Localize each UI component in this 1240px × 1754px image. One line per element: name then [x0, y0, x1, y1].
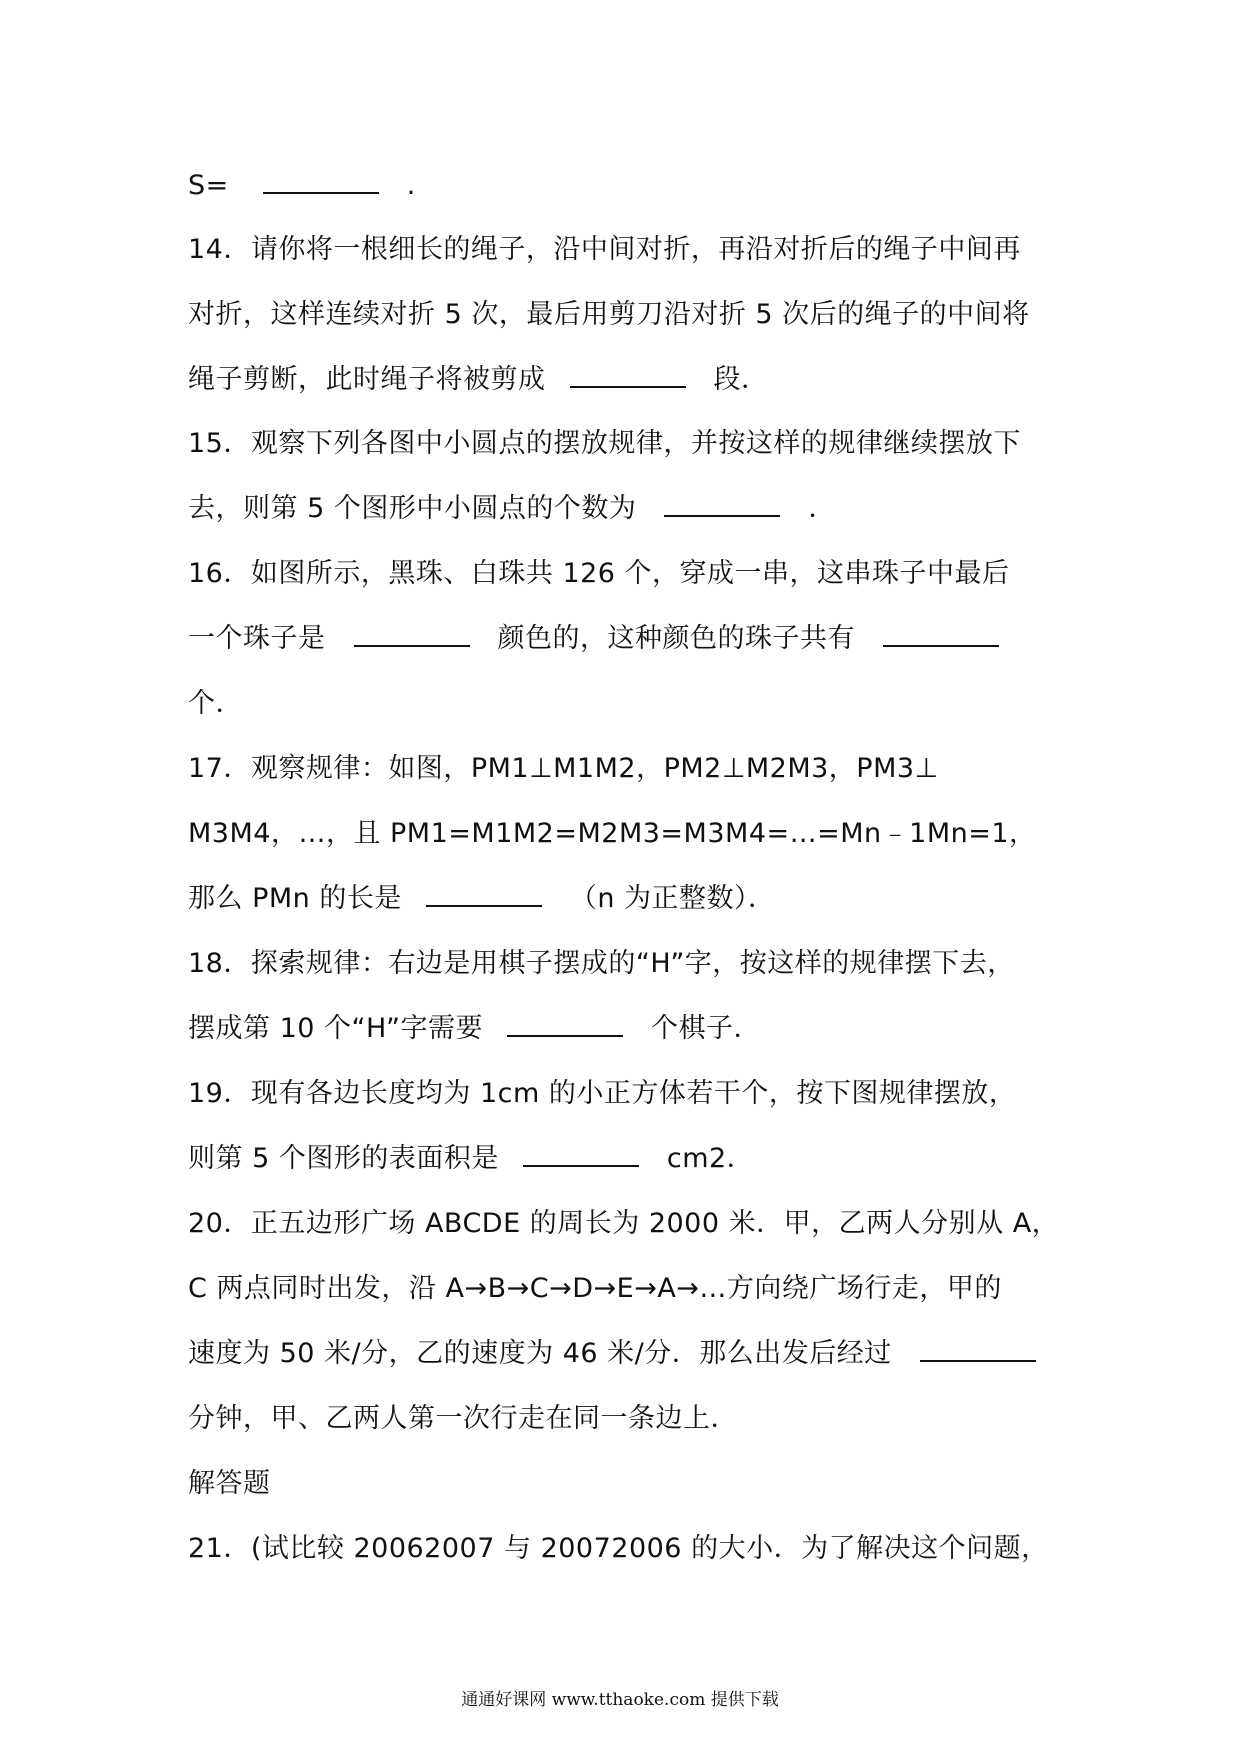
answer-blank [883, 619, 999, 647]
answer-blank [570, 360, 686, 388]
question-14-line-1: 14．请你将一根细长的绳子，沿中间对折，再沿对折后的绳子中间再 [188, 234, 1021, 265]
question-19-line-2: 则第 5 个图形的表面积是 cm2． [188, 1139, 754, 1179]
answer-blank [523, 1139, 639, 1167]
question-20-line-1: 20．正五边形广场 ABCDE 的周长为 2000 米．甲，乙两人分别从 A， [188, 1208, 1060, 1239]
answer-blank [426, 879, 542, 907]
answer-blank [263, 166, 379, 194]
question-20-line-3: 速度为 50 米/分，乙的速度为 46 米/分．那么出发后经过 [188, 1334, 1042, 1374]
question-15-line-2: 去，则第 5 个图形中小圆点的个数为 ． [188, 489, 836, 529]
question-21-line-1: 21．(试比较 20062007 与 20072006 的大小．为了解决这个问题， [188, 1533, 1049, 1564]
question-20-line-2: C 两点同时出发，沿 A→B→C→D→E→A→…方向绕广场行走，甲的 [188, 1273, 1002, 1304]
page-footer: 通通好课网 www.tthaoke.com 提供下载 [461, 1690, 779, 1710]
question-17-line-1: 17．观察规律：如图，PM1⊥M1M2，PM2⊥M2M3，PM3⊥ [188, 753, 939, 784]
question-17-line-2: M3M4，…，且 PM1=M1M2=M2M3=M3M4=…=Mn﹣1Mn=1， [188, 818, 1037, 849]
question-16-line-1: 16．如图所示，黑珠、白珠共 126 个，穿成一串，这串珠子中最后 [188, 558, 1010, 589]
answer-blank [664, 489, 780, 517]
question-19-line-1: 19．现有各边长度均为 1cm 的小正方体若干个，按下图规律摆放， [188, 1078, 1017, 1109]
question-18-line-1: 18．探索规律：右边是用棋子摆成的“H”字，按这样的规律摆下去， [188, 948, 1015, 979]
question-15-line-1: 15．观察下列各图中小圆点的摆放规律，并按这样的规律继续摆放下 [188, 428, 1021, 459]
text-line: S= . [188, 166, 416, 206]
question-18-line-2: 摆成第 10 个“H”字需要 个棋子． [188, 1009, 761, 1049]
question-16-line-2: 一个珠子是 颜色的，这种颜色的珠子共有 [188, 619, 1005, 659]
formula-label: S= [188, 170, 229, 201]
section-heading: 解答题 [188, 1468, 271, 1499]
question-20-line-4: 分钟，甲、乙两人第一次行走在同一条边上． [188, 1403, 738, 1434]
question-14-line-2: 对折，这样连续对折 5 次，最后用剪刀沿对折 5 次后的绳子的中间将 [188, 299, 1030, 330]
question-17-line-3: 那么 PMn 的长是 （n 为正整数）． [188, 879, 776, 919]
answer-blank [354, 619, 470, 647]
question-16-line-3: 个． [188, 688, 243, 719]
answer-blank [920, 1334, 1036, 1362]
question-14-line-3: 绳子剪断，此时绳子将被剪成 段． [188, 360, 769, 400]
answer-blank [507, 1009, 623, 1037]
